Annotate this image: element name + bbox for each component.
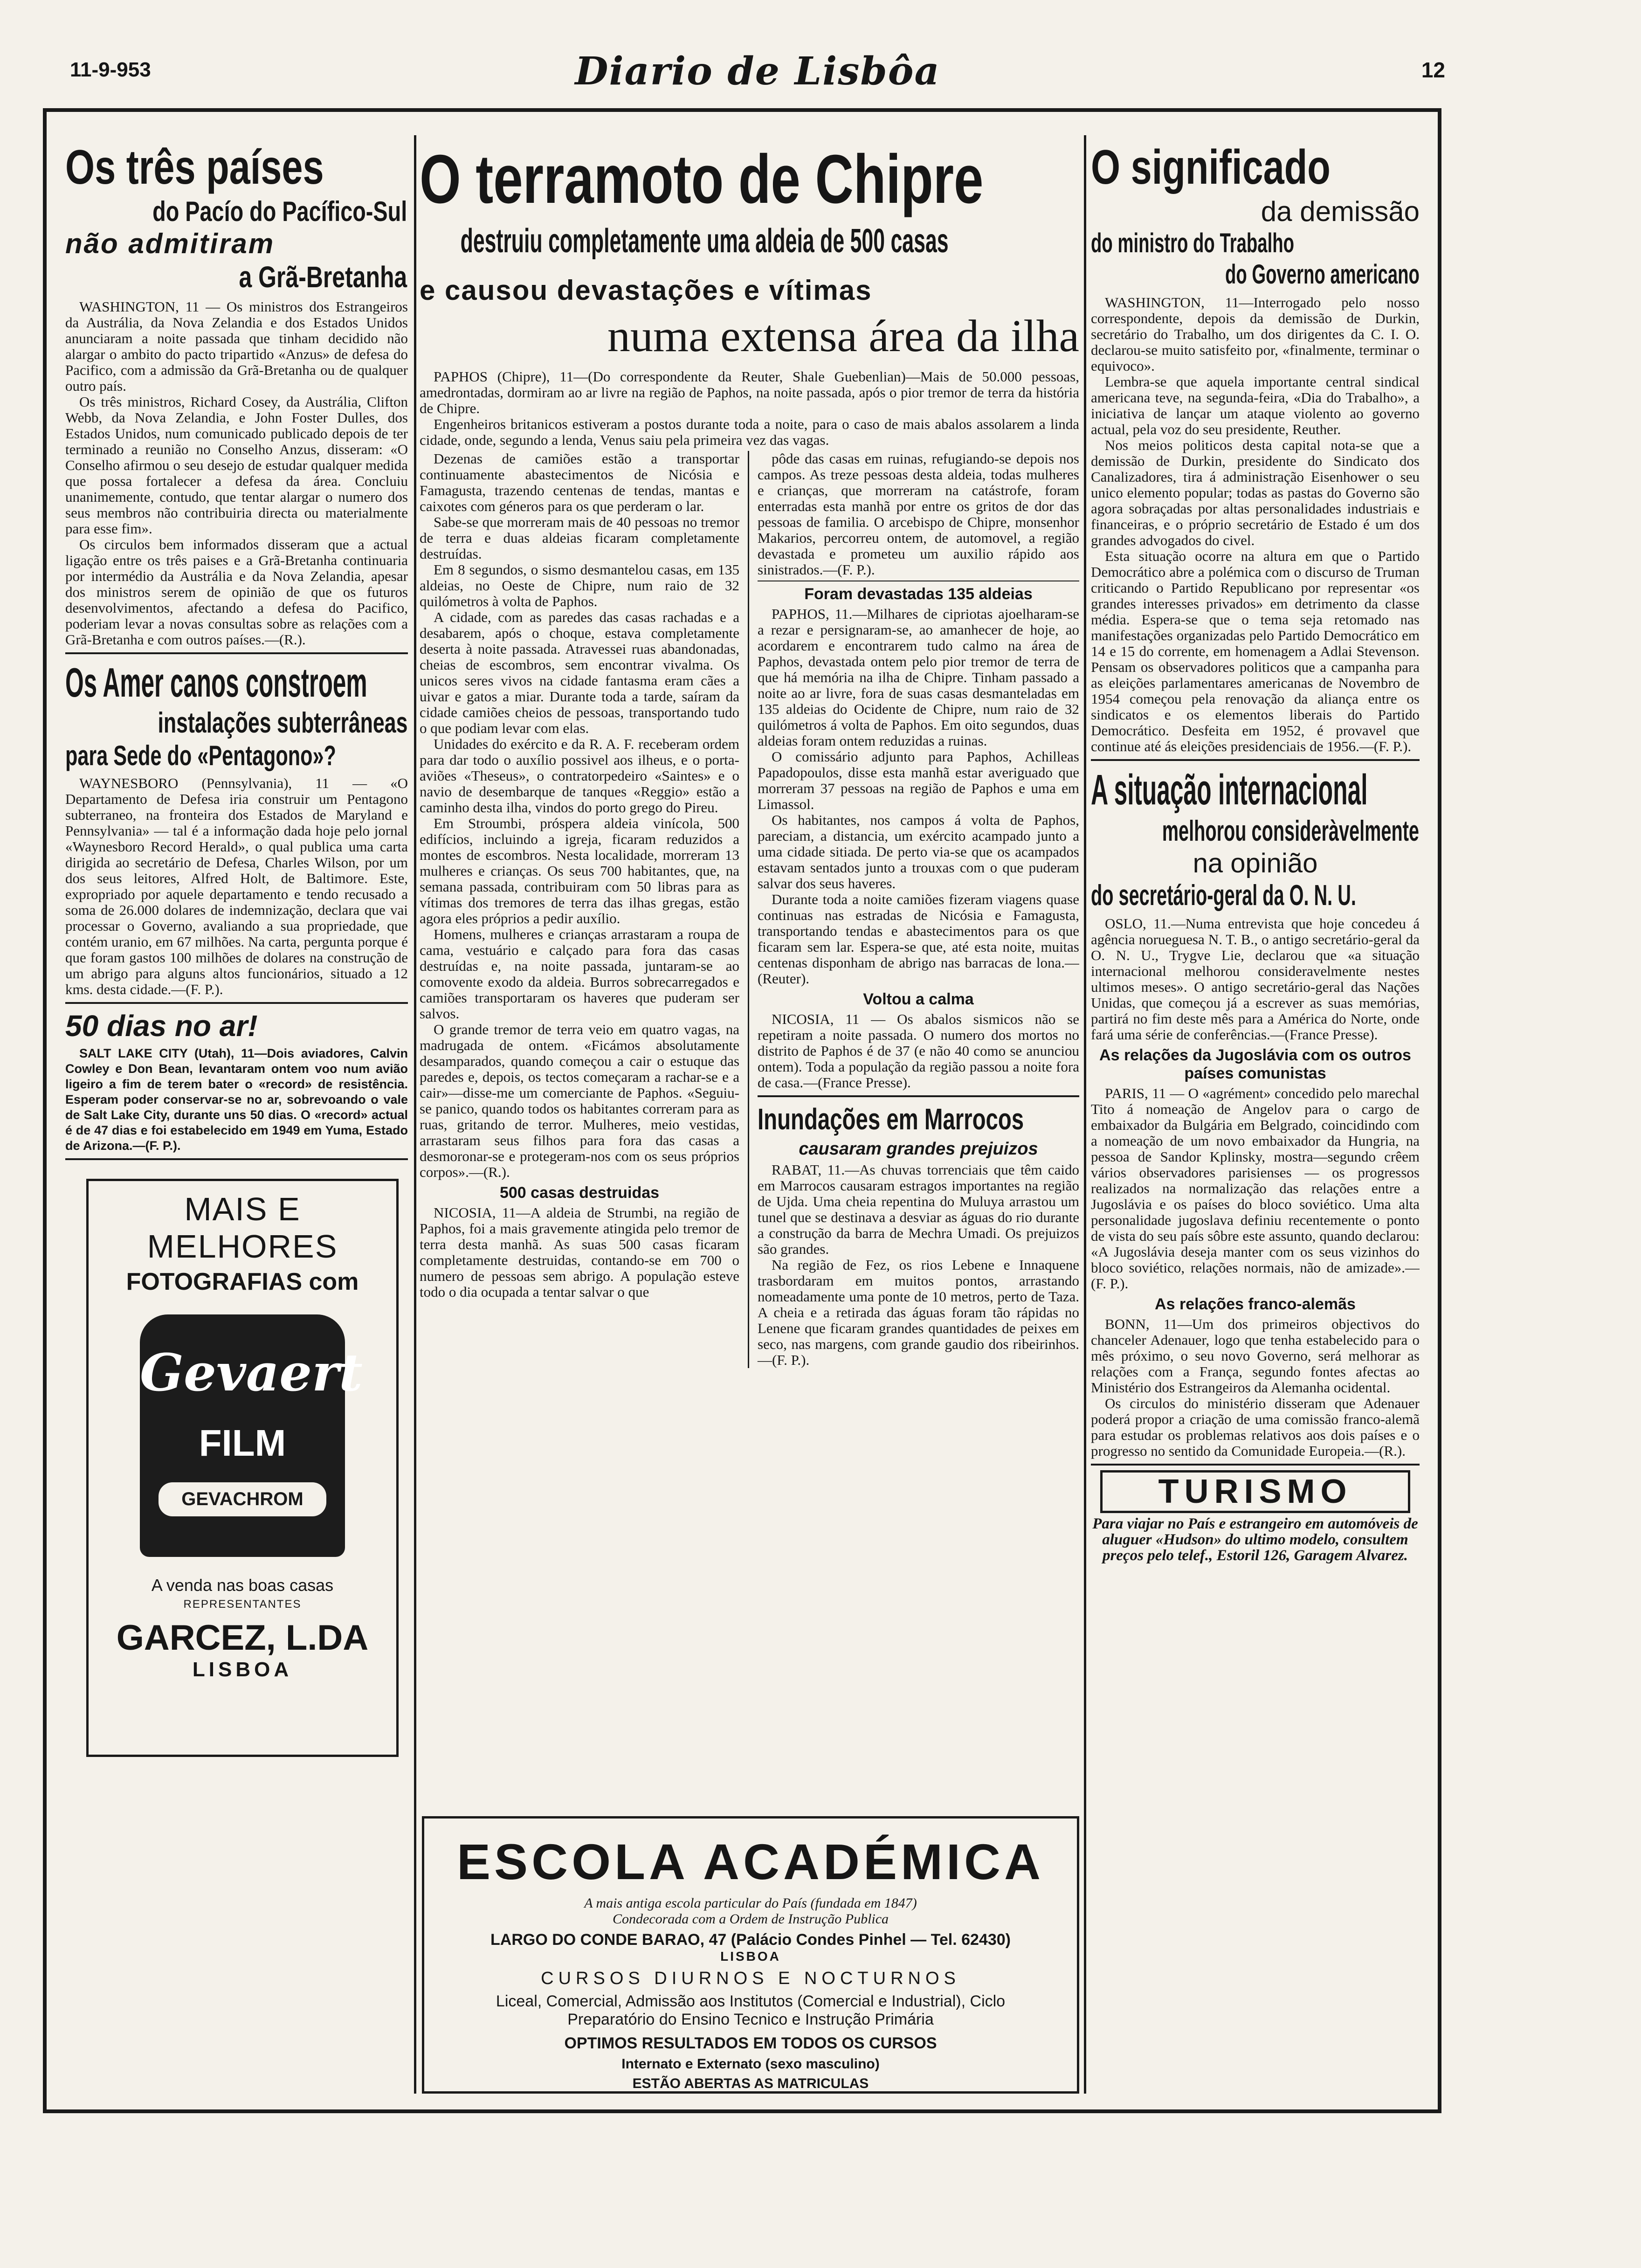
paragraph: Em 8 segundos, o sismo desmantelou casas, em 135 aldeias, no Oeste de Chipre, num raio de 32 quilómetros à volta de Paphos. (420, 561, 740, 609)
subhead: na opinião (1193, 848, 1318, 878)
divider (1091, 759, 1420, 761)
headline: 50 dias no ar! (65, 1009, 258, 1043)
article-situacao (1091, 766, 1420, 1459)
paragraph: PAPHOS (Chipre), 11—(Do correspondente da Reuter, Shale Guebenlian)—Mais de 50.000 pessoas, amedrontadas, dormiram ao ar livre na região de Paphos, na noite passada, após o pior tremor de terra da história de Chipre. (420, 368, 1079, 416)
film-box-graphic (140, 1314, 363, 1557)
paragraph: Os circulos bem informados disseram que a actual ligação entre os três paises e a Grã-Bretanha continuaria por intermédio da Austrália e da Nova Zelandia, apesar dos ministros serem de opinião de que os futuros desenvolvimentos, afectando a defesa do Pacifico, poderiam levar a novas consultas sobre as relações com a Grã-Bretanha e com outros países.—(R.). (65, 536, 408, 648)
paragraph: Na região de Fez, os rios Lebene e Innaquene trasbordaram em muitos pontos, arrastando nomeadamente uma ponte de 10 metros, perto de Taza. A cheia e a retirada das águas foram tão rápidas no Lenene que ficaram grandes quantidades de peixes em seco, nas margens, com grande gaudio dos ribeirinhos.—(F. P.). (758, 1257, 1079, 1368)
paragraph: WAYNESBORO (Pennsylvania), 11 — «O Departamento de Defesa iria construir um Pentagono subterraneo, na fronteira dos Estados de Maryland e Pennsylvania» — tal é a informação dada hoje pelo jornal «Waynesboro Record Herald», o qual publica uma carta dirigida ao secretário de Defesa, Charles Wilson, por um dos seus leitores, Alfred Holt, de Baltimore. Este, expropriado por aquele departamento e tendo recusado a soma de 26.000 dolares de indemnização, declara que vai processar o Governo, avaliando a sua propriedade, que contém uranio, em 67 milhões. Na carta, pergunta porque é que foram gastos 100 milhões de dolares na construção de um abrigo para alguns altos funcionários, situado a 12 kms. desta cidade.—(F. P.). (65, 775, 408, 997)
ad-line: Condecorada com a Ordem de Instrução Publica (612, 1911, 889, 1927)
ad-line: A mais antiga escola particular do País (fundada em 1847) (584, 1895, 917, 1911)
ad-line: LARGO DO CONDE BARAO, 47 (Palácio Condes Pinhel — Tel. 62430) (490, 1931, 1011, 1949)
subhead: melhorou consideràvelmente (1162, 815, 1419, 847)
center-col-b (758, 451, 1079, 1368)
ad-line: FOTOGRAFIAS com (126, 1268, 359, 1295)
subhead: do Pacío do Pacífico-Sul (152, 196, 407, 227)
article-marrocos (758, 1102, 1079, 1368)
ad-line: A venda nas boas casas (151, 1576, 334, 1595)
ad-line: Internato e Externato (sexo masculino) (621, 2056, 880, 2072)
subhead: para Sede do «Pentagono»? (65, 740, 336, 771)
paragraph: Esta situação ocorre na altura em que o Partido Democrático abre a polémica com o discurso de Truman criticando o Partido Republicano por representar «os grandes interesses privados» em detrimento da classe média. Espera-se que o tema seja retomado nas manifestações organizadas pelo Partido Democrático em 14 e 15 do corrente, em homenagem a Adlai Stevenson. Pensam os observadores politicos que a campanha para as eleições parlamentares americanas de Novembro de 1954 começou pela renovação da aliança entre os sindicatos e os elementos liberais do Partido Democrático. Desfeita em 1952, é provavel que continue até ás eleições presidenciais de 1956.—(F. P.). (1091, 548, 1420, 754)
ad-text: Para viajar no País e estrangeiro em automóveis de aluguer «Hudson» do ultimo modelo, consultem preços pelo telef., Estoril 126, Garagem Alvarez. (1092, 1515, 1418, 1564)
paragraph: PAPHOS, 11.—Milhares de cipriotas ajoelharam-se a rezar e persignaram-se, ao amanhecer de hoje, ao acordarem e encontrarem tudo calmo na área de Paphos, devastada ontem pelo pior tremor de terra de que há memória na ilha de Chipre. Tinham passado a noite ao ar livre, fora de suas casas desmanteladas em 135 aldeias do Ocidente de Chipre, num raio de 32 quilómetros á volta de Paphos. Em oito segundos, duas aldeias foram ontem reduzidas a ruinas. (758, 606, 1079, 749)
paragraph: Nos meios politicos desta capital nota-se que a demissão de Durkin, presidente do Sindicato dos Canalizadores, tira á administração Eisenhower o seu unico elemento popular; todas as pastas do Governo são agora sobraçadas por altas personalidades industriais e financeiras, e o próprio secretário de Estado é um dos grandes advogados do civel. (1091, 437, 1420, 548)
section-subhead: As relações franco-alemãs (1155, 1295, 1356, 1313)
subhead: do secretário-geral da O. N. U. (1091, 879, 1356, 912)
subhead: do ministro do Trabalho (1091, 228, 1294, 258)
ad-title: TURISMO (1100, 1470, 1410, 1513)
paragraph: O comissário adjunto para Paphos, Achilleas Papadopoulos, disse esta manhã estar averiguado que morreram 37 pessoas na região de Paphos e uma em Limassol. (758, 748, 1079, 812)
paragraph: Dezenas de camiões estão a transportar continuamente abastecimentos de Nicósia e Famagusta, trazendo centenas de tendas, mantas e caixotes com géneros para os que perderam o lar. (420, 450, 740, 514)
divider (65, 1002, 408, 1004)
paragraph: Homens, mulheres e crianças arrastaram a roupa de cama, vestuário e calçado para fora das casas destruídas e, na noite passada, juntaram-se ao comovente exodo da aldeia. Burros sobrecarregados e camiões transportaram os haveres que puderam ser salvos. (420, 926, 740, 1022)
paragraph: PARIS, 11 — O «agrément» concedido pelo marechal Tito á nomeação de Angelov para o cargo de embaixador da Bulgária em Belgrado, coincidindo com a nomeação de um novo embaixador da Hungria, na pessoa de Sandor Kplinsky, mostra—segundo crêem vários observadores parisienses — os progressos realizados na normalização das relações entre a Jugoslávia e os países do bloco soviético. Uma alta personalidade jugoslava definiu recentemente o ponto de vista do seu país sôbre este assunto, quando declarou: «A Jugoslávia deseja manter com os seus vizinhos do bloco soviético, relações normais, não de amizade».—(F. P.). (1091, 1085, 1420, 1292)
subhead: e causou devastações e vítimas (420, 275, 872, 306)
subhead: do Governo americano (1225, 259, 1420, 290)
section-subhead: Foram devastadas 135 aldeias (804, 585, 1033, 603)
article-50-dias (65, 1009, 408, 1154)
escola-academica-ad (422, 1816, 1079, 2094)
subhead: da demissão (1261, 196, 1420, 227)
paragraph: Os circulos do ministério disseram que Adenauer poderá propor a criação de uma comissão franco-alemã para estudar os problemas relativos aos dois países e o progresso no sentido da Comunidade Europeia.—(R.). (1091, 1395, 1420, 1459)
section-subhead: 500 casas destruidas (499, 1184, 660, 1202)
column-divider-right (1084, 135, 1086, 2094)
paragraph: RABAT, 11.—As chuvas torrenciais que têm caido em Marrocos causaram estragos importantes na região de Ujda. Uma cheia repentina do Muluya arrastou um tunel que se destinava a desviar as águas do rio durante a construção da barra de Mechra Umadi. Os prejuizos são grandes. (758, 1162, 1079, 1257)
paragraph: WASHINGTON, 11 — Os ministros dos Estrangeiros da Austrália, da Nova Zelandia e dos Estados Unidos anunciaram a noite passada que tinham decidido não alargar o ambito do pacto tripartido «Anzus» de defesa do Pacifico, com a admissão da Grã-Bretanha ou de qualquer outro país. (65, 298, 408, 394)
paragraph: OSLO, 11.—Numa entrevista que hoje concedeu á agência norueguesa N. T. B., o antigo secretário-geral da O. N. U., Trygve Lie, declarou que «a situação internacional melhorou consideravelmente nestes ultimos meses». O antigo secretário-geral das Nações Unidas, que começou já a escrever as suas memórias, partirá no fim deste mês para a América do Norte, onde fará uma série de conferências.—(France Presse). (1091, 915, 1420, 1043)
ad-company: GARCEZ, L.DA (116, 1618, 369, 1658)
headline: Os três países (65, 140, 324, 194)
brand-logo: Gevaert (140, 1342, 363, 1403)
ad-line: LISBOA (720, 1949, 781, 1964)
left-column (65, 140, 408, 2098)
paragraph: Lembra-se que aquela importante central sindical americana teve, na segunda-feira, «Dia do Trabalho», a iniciativa de lançar um ataque violento ao governo actual, pela voz do seu presidente, Reuther. (1091, 373, 1420, 437)
divider (65, 652, 408, 654)
section-subhead: Voltou a calma (863, 990, 974, 1008)
headline: Inundações em Marrocos (758, 1102, 1024, 1136)
page-number: 12 (1421, 58, 1445, 82)
paragraph: pôde das casas em ruinas, refugiando-se depois nos campos. As treze pessoas desta aldeia, todas mulheres e crianças, que morreram na catástrofe, foram enterradas esta manhã por entre os gritos de dor das pessoas de familia. O arcebispo de Chipre, monsenhor Makarios, percorreu ontem, de automovel, a região devastada e prometeu um auxilio rápido aos sinistrados.—(F. P.). (758, 450, 1079, 578)
page-header (70, 49, 1445, 105)
paragraph: O grande tremor de terra veio em quatro vagas, na madrugada de ontem. «Ficámos absolutamente desamparados, quando começou a cair o estuque das paredes e, depois, os tectos começaram a rachar-se e a cair»—disse-me um comerciante de Paphos. «Seguiu-se panico, quando todos os habitantes correram para as ruas, gritando de terror. Mulheres, meio vestidas, arrastaram seus filhos para fora das casas a desmoronar-se e protegeram-nos com os seus próprios corpos».—(R.). (420, 1021, 740, 1180)
issue-date: 11-9-953 (70, 58, 151, 81)
article-demissao (1091, 140, 1420, 754)
divider (65, 1158, 408, 1160)
subhead: a Grã-Bretanha (239, 260, 407, 294)
gevaert-ad (86, 1179, 399, 1757)
film-label: FILM (199, 1422, 286, 1464)
headline: A situação internacional (1091, 766, 1368, 814)
paragraph: Unidades do exército e da R. A. F. receberam ordem para dar todo o auxílio possivel aos ilheus, e o porta-aviões «Theseus», o contratorpedeiro «Saintes» e o navio de desembarque de tanques «Reggio» estão a caminho desta ilha, vindos do porto grego do Pireu. (420, 736, 740, 816)
headline: Os Amer canos constroem (65, 659, 367, 705)
divider (758, 1095, 1079, 1097)
paragraph: Durante toda a noite camiões fizeram viagens quase continuas nas estradas de Nicósia e Famagusta, transportando tendas e abastecimentos para os que ficaram sem lar. Espera-se que, até esta noite, muitas centenas disponham de abrigo nas barracas de lona.—(Reuter). (758, 891, 1079, 987)
paragraph: NICOSIA, 11 — Os abalos sismicos não se repetiram a noite passada. O numero dos mortos no distrito de Paphos é de 37 (e não 40 como se anunciou ontem). Toda a população da região passou a noite fora de casa.—(France Presse). (758, 1011, 1079, 1091)
ad-line: ESTÃO ABERTAS AS MATRICULAS (632, 2076, 869, 2091)
paragraph: A cidade, com as paredes das casas rachadas e a desabarem, após o choque, estava completamente deserta à noite passada. Atravessei ruas abandonadas, cheias de escombros, sem encontrar vivalma. Os unicos seres vivos na cidade fantasma eram cães a uivar e gatos a miar. Durante toda a tarde, saíram da cidade camiões cheios de pessoas, transportando tudo o que podiam levar com elas. (420, 609, 740, 736)
headline: O significado (1091, 140, 1331, 194)
turismo-ad (1091, 1470, 1420, 1563)
article-tres-paises (65, 140, 408, 648)
subhead: instalações subterrâneas (158, 707, 408, 739)
paragraph: Sabe-se que morreram mais de 40 pessoas no tremor de terra e duas aldeias ficaram completamente destruídas. (420, 514, 740, 562)
paragraph: Em Stroumbi, próspera aldeia vinícola, 500 edifícios, incluindo a igreja, ficaram reduzidos a montes de escombros. Nesta localidade, morreram 13 mulheres e crianças. Os seus 700 habitantes, que, na semana passada, contribuiram com 50 libras para as vítimas dos tremores de terra das ilhas gregas, estão agora eles próprios a pedir auxílio. (420, 815, 740, 927)
headline: O terramoto de Chipre (420, 141, 984, 218)
ad-city: LISBOA (192, 1658, 293, 1681)
section-subhead: As relações da Jugoslávia com os outros países comunistas (1099, 1046, 1411, 1082)
paragraph: Os três ministros, Richard Cosey, da Austrália, Clifton Webb, da Nova Zelandia, e John Foster Dulles, dos Estados Unidos, num comunicado publicado depois de ter terminado a reunião no Conselho Anzus, disseram: «O Conselho afirmou o seu desejo de estudar qualquer medida que possa fortalecer a defesa da área. Concluiu unanimemente, contudo, que tentar alargar o numero dos seus membros não contribuiria directa ou materialmente para esse fim». (65, 394, 408, 537)
center-article (420, 140, 1079, 1809)
divider (1091, 1464, 1420, 1466)
subhead: numa extensa área da ilha (607, 311, 1079, 361)
column-divider-left (414, 135, 416, 2094)
subhead: destruiu completamente uma aldeia de 500 casas (460, 222, 949, 260)
right-column (1091, 140, 1420, 2098)
center-col-a (420, 451, 739, 1368)
product-label: GEVACHROM (159, 1482, 326, 1516)
column-rule (748, 451, 749, 1368)
paragraph: WASHINGTON, 11—Interrogado pelo nosso correspondente, depois da demissão de Durkin, secretário do Trabalho, um dos dirigentes da C. I. O. declarou-se muito satisfeito por, «finalmente, terminar o equivoco». (1091, 294, 1420, 374)
ad-line: OPTIMOS RESULTADOS EM TODOS OS CURSOS (564, 2034, 937, 2052)
subhead: causaram grandes prejuizos (799, 1139, 1038, 1159)
ad-line: Liceal, Comercial, Admissão aos Institutos (Comercial e Industrial), Ciclo Preparatório do Ensino Tecnico e Instrução Primária (496, 1992, 1006, 2028)
paragraph: Engenheiros britanicos estiveram a postos durante toda a noite, para o caso de mais abalos assolarem a linda cidade, onde, segundo a lenda, Venus saiu pela primeira vez das vagas. (420, 416, 1079, 448)
ad-title: ESCOLA ACADÉMICA (457, 1833, 1044, 1890)
paragraph: BONN, 11—Um dos primeiros objectivos do chanceler Adenauer, logo que tenha estabelecido para o mês próximo, o seu novo Governo, será melhorar as relações com a França, segundo fontes afectas ao Ministério dos Estrangeiros da Alemanha ocidental. (1091, 1316, 1420, 1396)
ad-line: MAIS E MELHORES (147, 1191, 338, 1265)
masthead: Diario de Lisbôa (575, 49, 940, 94)
paragraph: SALT LAKE CITY (Utah), 11—Dois aviadores, Calvin Cowley e Don Bean, levantaram ontem voo num avião ligeiro a fim de terem bater o «record» de resistência. Esperam poder conservar-se no ar, sobrevoando o vale de Salt Lake City, durante uns 50 dias. O «record» actual é de 47 dias e foi estabelecido em 1949 em Yuma, Estado de Arizona.—(F. P.). (65, 1046, 408, 1153)
ad-line: CURSOS DIURNOS E NOCTURNOS (541, 1969, 960, 1988)
two-column-body (420, 451, 1079, 1368)
ad-line: REPRESENTANTES (183, 1598, 302, 1611)
article-pentagono (65, 659, 408, 997)
subhead: não admitiram (65, 228, 275, 259)
paragraph: Os habitantes, nos campos á volta de Paphos, pareciam, a distancia, um exército acampado junto a uma cidade sitiada. De perto via-se que os acampados estavam sentados junto a trouxas com o que puderam salvar dos seus haveres. (758, 812, 1079, 892)
paragraph: NICOSIA, 11—A aldeia de Strumbi, na região de Paphos, foi a mais gravemente atingida pelo tremor de terra desta manhã. As suas 500 casas ficaram completamente destruidas, contando-se em 700 o numero de pessoas sem abrigo. A população esteve todo o dia ocupada a tentar salvar o que (420, 1204, 740, 1300)
